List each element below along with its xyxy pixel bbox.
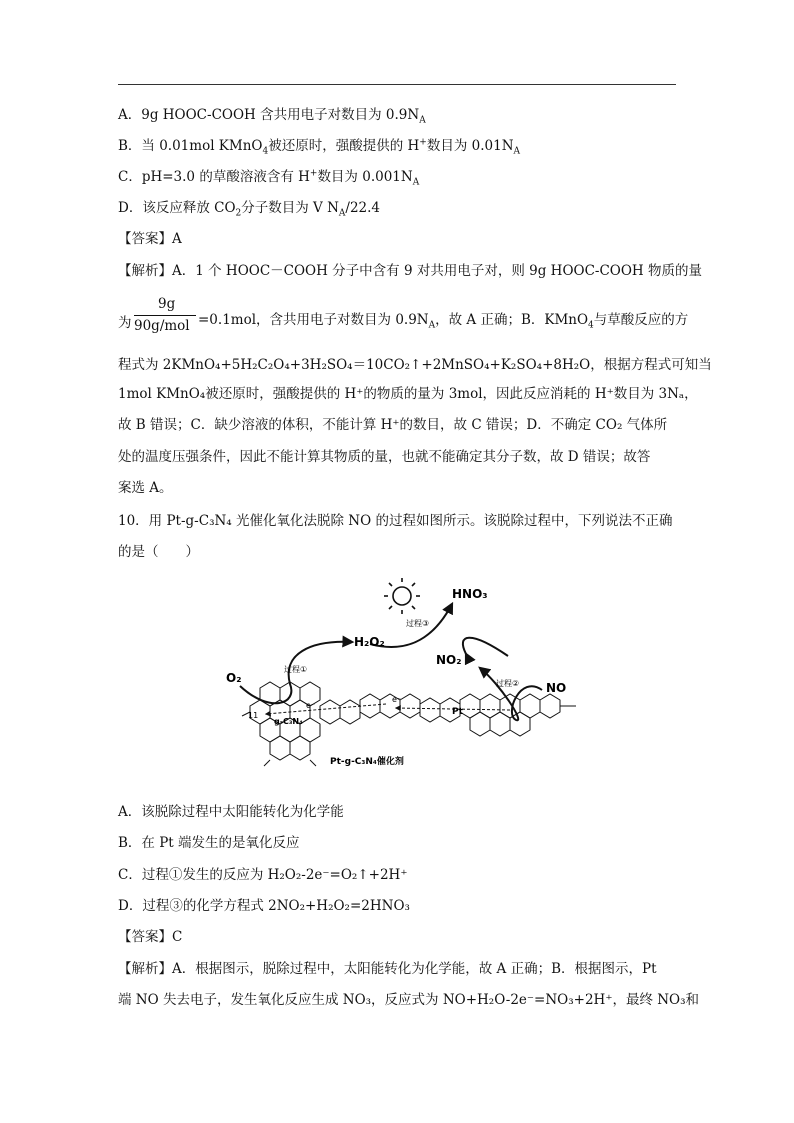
analysis-1-line-4: 1mol KMnO₄被还原时，强酸提供的 H⁺的物质的量为 3mol，因此反应消耗的 H⁺数目为 3Nₐ， xyxy=(118,386,698,402)
label-gc3n4: g-C₃N₄ xyxy=(274,717,303,726)
analysis-2-line-2: 端 NO 失去电子，发生氧化反应生成 NO₃，反应式为 NO+H₂O-2e⁻=NO₃+2H⁺，最终 NO₃和 xyxy=(118,992,700,1008)
label-o2: O₂ xyxy=(226,671,242,685)
analysis-1-line-6: 处的温度压强条件，因此不能计算其物质的量，也就不能确定其分子数，故 D 错误；故答 xyxy=(118,449,651,465)
label-step3: 过程③ xyxy=(406,619,430,628)
analysis-1-line-3: 程式为 2KMnO₄+5H₂C₂O₄+3H₂SO₄＝10CO₂↑+2MnSO₄+K₂SO₄+8H₂O，根据方程式可知当 xyxy=(118,357,712,373)
fraction-bar xyxy=(134,315,196,316)
fraction-denominator: 90g/mol xyxy=(134,318,190,334)
answer-label-2: 【答案】C xyxy=(118,929,183,945)
question-10-line-2: 的是（ ） xyxy=(118,544,199,560)
label-step1: 过程① xyxy=(284,665,308,674)
label-e-mid: e⁻ xyxy=(392,695,402,704)
label-h2o2: H₂O₂ xyxy=(354,635,385,649)
header-rule xyxy=(118,84,676,85)
label-hno3: HNO₃ xyxy=(452,587,488,601)
label-step2: 过程② xyxy=(496,679,520,688)
label-catalyst: Pt-g-C₃N₄催化剂 xyxy=(330,757,404,767)
analysis-2-line-1: 【解析】A．根据图示，脱除过程中，太阳能转化为化学能，故 A 正确；B．根据图示，Pt xyxy=(118,961,657,977)
option-10-c: C．过程①发生的反应为 H₂O₂-2e⁻=O₂↑+2H⁺ xyxy=(118,867,408,883)
option-b-prev: B．当 0.01mol KMnO$_4$被还原时，强酸提供的 H+数目为 $0.01N_A$ xyxy=(118,137,521,157)
fraction-numerator: 9g xyxy=(158,296,176,312)
analysis-1-line-7: 案选 A。 xyxy=(118,480,173,496)
label-e-left: e⁻ xyxy=(306,701,316,710)
label-pt: Pt xyxy=(452,707,463,717)
label-left-tag: 11 xyxy=(248,711,259,720)
option-10-b: B．在 Pt 端发生的是氧化反应 xyxy=(118,835,300,851)
option-10-d: D．过程③的化学方程式 2NO₂+H₂O₂=2HNO₃ xyxy=(118,898,410,914)
analysis-1-line-1: 【解析】A．1 个 HOOC－COOH 分子中含有 9 对共用电子对，则 9g HOOC-COOH 物质的量 xyxy=(118,263,702,279)
analysis-1-prefix: 为 xyxy=(118,315,132,331)
question-10-line-1: 10．用 Pt-g-C₃N₄ 光催化氧化法脱除 NO 的过程如图所示。该脱除过程中，下列说法不正确 xyxy=(118,513,673,529)
option-10-a: A．该脱除过程中太阳能转化为化学能 xyxy=(118,804,344,820)
analysis-1-line-5: 故 B 错误；C．缺少溶液的体积，不能计算 H⁺的数目，故 C 错误；D．不确定 CO₂ 气体所 xyxy=(118,417,668,433)
label-no: NO xyxy=(546,681,567,695)
analysis-1-line-2-rest: =0.1mol，含共用电子对数目为 $0.9N_A$，故 A 正确；B．KMnO$_4$与草酸反应的方 xyxy=(198,312,689,331)
option-d-prev: D．该反应释放 $CO_2$分子数目为 V $N_A/22.4$ xyxy=(118,200,381,219)
answer-label-1: 【答案】A xyxy=(118,231,182,247)
label-no2: NO₂ xyxy=(436,653,462,667)
option-c-prev: C．pH=3.0 的草酸溶液含有 H+数目为 $0.001N_A$ xyxy=(118,168,420,188)
option-a-prev: A．9g HOOC-COOH 含共用电子对数目为 $0.9N_A$ xyxy=(118,107,426,126)
sun-icon xyxy=(384,578,420,614)
catalyst-diagram xyxy=(220,574,600,774)
